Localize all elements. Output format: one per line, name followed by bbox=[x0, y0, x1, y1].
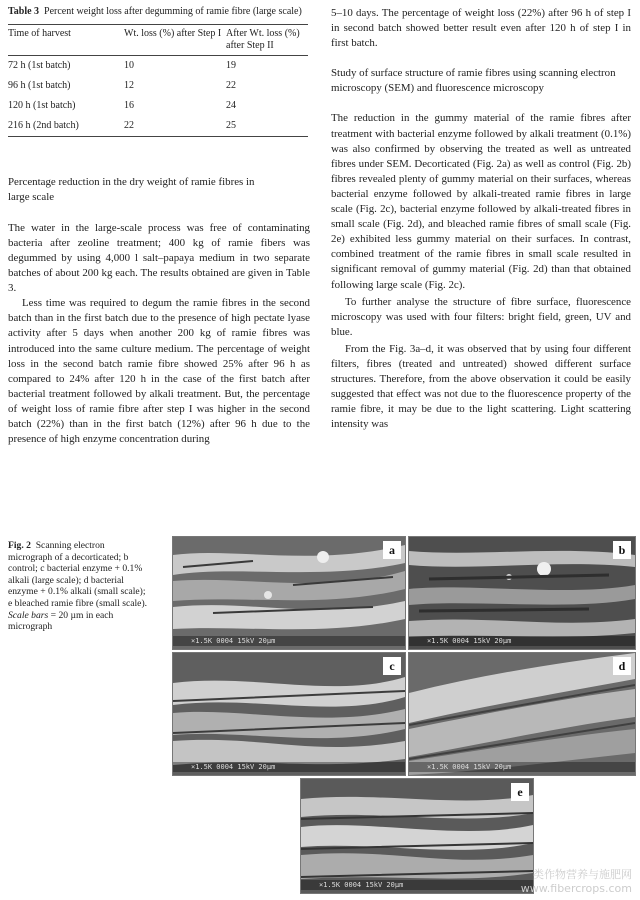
sem-micrograph-e bbox=[301, 779, 533, 893]
sem-panel-b bbox=[408, 536, 636, 650]
sem-panel-e bbox=[300, 778, 534, 894]
table-cell: 12 bbox=[124, 79, 134, 91]
sem-panel-c bbox=[172, 652, 406, 776]
table-cell: 216 h (2nd batch) bbox=[8, 119, 79, 131]
table-header-cell: Time of harvest bbox=[8, 27, 71, 39]
paragraph: To further analyse the structure of fibre surface, fluorescence microscopy was used with four filters: bright field, green, UV and blue. bbox=[331, 295, 631, 338]
table-cell: 16 bbox=[124, 99, 134, 111]
table-cell: 96 h (1st batch) bbox=[8, 79, 71, 91]
sem-micrograph-a bbox=[173, 537, 405, 649]
panel-label: d bbox=[613, 657, 631, 675]
table-row bbox=[8, 116, 308, 137]
table-cell: 120 h (1st batch) bbox=[8, 99, 76, 111]
paragraph: From the Fig. 3a–d, it was observed that by using four different filters, fibres (treated and untreated) showed different surface structures. Therefore, from the above observation it could be easily suggested that effect was not due to the fluorescence property of the ramie fibre, it may be due to the light scattering. Light scattering intensity was bbox=[331, 342, 631, 431]
panel-label: a bbox=[383, 541, 401, 559]
sem-micrograph-d bbox=[409, 653, 635, 775]
table-cell: 72 h (1st batch) bbox=[8, 59, 71, 71]
table-row bbox=[8, 55, 308, 76]
watermark bbox=[521, 868, 632, 896]
scale-bar-text: ×1.5K 0004 15kV 20μm bbox=[173, 636, 405, 646]
paragraph: 5–10 days. The percentage of weight loss (22%) after 96 h of step I in second batch showed better result even after 120 h of step I in first batch. bbox=[331, 7, 631, 50]
table-cell: 25 bbox=[226, 119, 236, 131]
watermark-line1: 类作物营养与施肥网 bbox=[533, 868, 632, 881]
figure-2-caption-end: = 20 µm in each micrograph bbox=[8, 609, 114, 633]
figure-2-caption-scale: Scale bars bbox=[8, 609, 49, 621]
table-cell: 10 bbox=[124, 59, 134, 71]
table-3 bbox=[8, 24, 308, 137]
left-column bbox=[8, 6, 310, 447]
figure-2-caption-text: Scanning electron micrograph of a decorticated; b control; c bacterial enzyme + 0.1% alkali (large scale); d bacterial enzyme + 0.1% alkali (small scale); e bleached ramie fibre (small scale). bbox=[8, 540, 148, 609]
scale-bar-text: ×1.5K 0004 15kV 20μm bbox=[301, 880, 533, 890]
scale-bar-text: ×1.5K 0004 15kV 20μm bbox=[409, 762, 635, 772]
section-heading-sem: Study of surface structure of ramie fibres using scanning electron microscopy (SEM) and fluorescence microscopy bbox=[331, 67, 616, 95]
paragraph: The reduction in the gummy material of the ramie fibres after treatment with bacterial enzyme followed by alkali treatment (0.1%) was also confirmed by observing the treated as well as untreated fibres under SEM. Decorticated (Fig. 2a) as well as control (Fig. 2b) fibres revealed plenty of gummy material on their surfaces, whereas bacterial enzyme followed by alkali-treated ramie fibres in large scale (Fig. 2c), bacterial enzyme followed by alkali-treated fibres in small scale (Fig. 2d), and bleached ramie fibres of small scale (Fig. 2e) exhibited less gummy material on their surfaces. In contrast, combined treatment of the ramie fibres in small scale resulted in significant removal of gummy material (Fig. 2d) than that obtained following large scale (Fig. 2c). bbox=[331, 112, 631, 291]
table-3-label: Table 3 bbox=[8, 6, 40, 17]
table-row bbox=[8, 76, 308, 96]
table-row bbox=[8, 96, 308, 116]
section-heading-dry-weight: Percentage reduction in the dry weight of ramie fibres in large scale bbox=[8, 175, 255, 203]
panel-label: b bbox=[613, 541, 631, 559]
scale-bar-text: ×1.5K 0004 15kV 20μm bbox=[409, 636, 635, 646]
paragraph: The water in the large-scale process was free of contaminating bacteria after zeoline treatment; 400 kg of ramie fibers was degummed by using 4,000 l salt–papaya medium in two separate batches of about 200 kg each. The results obtained are given in Table 3. bbox=[8, 221, 310, 295]
table-header-cell: Wt. loss (%) after Step I bbox=[124, 27, 222, 39]
table-3-title: Percent weight loss after degumming of ramie fibre (large scale) bbox=[44, 6, 302, 17]
table-cell: 22 bbox=[124, 119, 134, 131]
sem-panel-a bbox=[172, 536, 406, 650]
table-cell: 22 bbox=[226, 79, 236, 91]
sem-micrograph-b bbox=[409, 537, 635, 649]
table-header-cell: After Wt. loss (%) after Step II bbox=[226, 27, 300, 51]
watermark-line2: www.fibercrops.com bbox=[520, 882, 632, 895]
paragraph: Less time was required to degum the ramie fibres in the second batch than in the first batch due to the presence of high pectate lyase activity after 5 days when another 200 kg of ramie fibres was introduced into the same culture medium. The percentage of weight loss in the second batch ramie fibre showed 25% after 96 h as compared to 24% after 120 h in the case of the first batch after bacterial treatment followed by alkali treatment. But, the percentage of weight loss of ramie fibre after step I was higher in the second batch (22%) than in the first batch (12%) after 96 h due to the presence of high enzyme concentration during bbox=[8, 297, 310, 446]
panel-label: c bbox=[383, 657, 401, 675]
sem-micrograph-c bbox=[173, 653, 405, 775]
figure-2-caption bbox=[8, 540, 148, 633]
table-header-row bbox=[8, 24, 308, 55]
figure-2-label: Fig. 2 bbox=[8, 540, 31, 551]
table-cell: 19 bbox=[226, 59, 236, 71]
table-3-caption bbox=[8, 6, 310, 19]
sem-panel-d bbox=[408, 652, 636, 776]
scale-bar-text: ×1.5K 0004 15kV 20μm bbox=[173, 762, 405, 772]
right-column bbox=[331, 6, 631, 432]
panel-label: e bbox=[511, 783, 529, 801]
table-cell: 24 bbox=[226, 99, 236, 111]
